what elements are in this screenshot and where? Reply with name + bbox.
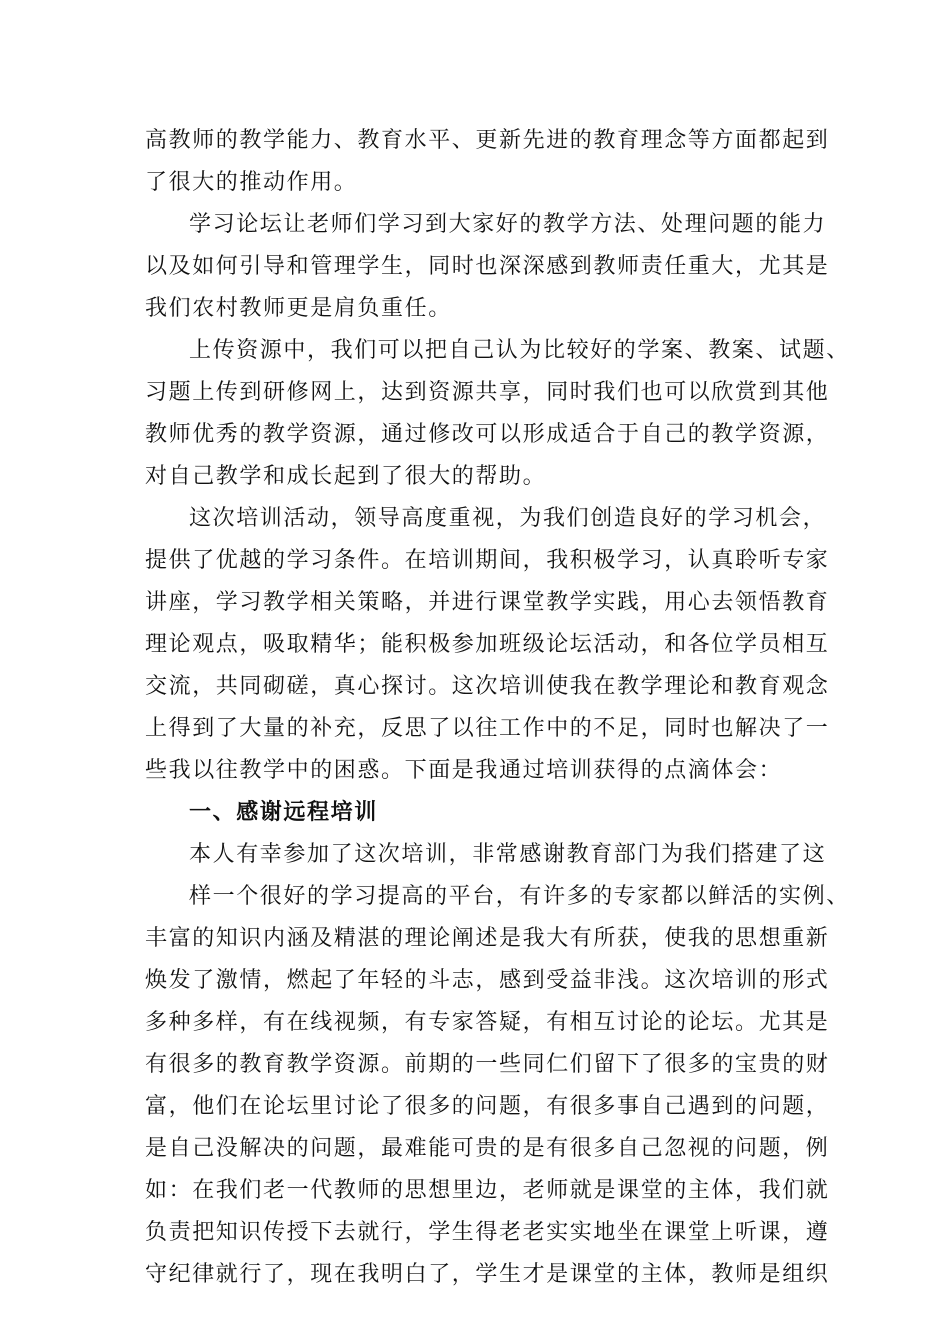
text-line: 对自己教学和成长起到了很大的帮助。 bbox=[145, 464, 547, 489]
text-line: 讲座，学习教学相关策略，并进行课堂教学实践，用心去领悟教育 bbox=[145, 590, 830, 615]
text-line: 教师优秀的教学资源，通过修改可以形成适合于自己的教学资源， bbox=[145, 422, 830, 447]
paragraph-start: 这次培训活动，领导高度重视，为我们创造良好的学习机会， bbox=[189, 506, 827, 531]
text-line: 提供了优越的学习条件。在培训期间，我积极学习，认真聆听专家 bbox=[145, 548, 830, 573]
text-line: 富，他们在论坛里讨论了很多的问题，有很多事自己遇到的问题， bbox=[145, 1094, 830, 1119]
text-line: 习题上传到研修网上，达到资源共享，同时我们也可以欣赏到其他 bbox=[145, 380, 830, 405]
text-line: 了很大的推动作用。 bbox=[145, 170, 358, 195]
text-line: 有很多的教育教学资源。前期的一些同仁们留下了很多的宝贵的财 bbox=[145, 1052, 830, 1077]
text-line: 守纪律就行了，现在我明白了，学生才是课堂的主体，教师是组织 bbox=[145, 1262, 830, 1287]
paragraph-start: 学习论坛让老师们学习到大家好的教学方法、处理问题的能力 bbox=[189, 212, 827, 237]
paragraph-start: 本人有幸参加了这次培训，非常感谢教育部门为我们搭建了这 bbox=[189, 842, 827, 867]
text-line: 我们农村教师更是肩负重任。 bbox=[145, 296, 452, 321]
text-line: 些我以往教学中的困惑。下面是我通过培训获得的点滴体会： bbox=[145, 758, 783, 783]
text-line: 上得到了大量的补充，反思了以往工作中的不足，同时也解决了一 bbox=[145, 716, 830, 741]
text-line: 交流，共同砌磋，真心探讨。这次培训使我在教学理论和教育观念 bbox=[145, 674, 830, 699]
document-body bbox=[145, 120, 850, 1296]
section-heading: 一、感谢远程培训 bbox=[189, 800, 378, 825]
text-line: 焕发了激情，燃起了年轻的斗志，感到受益非浅。这次培训的形式 bbox=[145, 968, 830, 993]
text-line: 多种多样，有在线视频，有专家答疑，有相互讨论的论坛。尤其是 bbox=[145, 1010, 830, 1035]
text-line: 负责把知识传授下去就行，学生得老老实实地坐在课堂上听课，遵 bbox=[145, 1220, 830, 1245]
text-line: 以及如何引导和管理学生，同时也深深感到教师责任重大，尤其是 bbox=[145, 254, 830, 279]
text-line: 是自己没解决的问题，最难能可贵的是有很多自己忽视的问题，例 bbox=[145, 1136, 830, 1161]
paragraph-start: 上传资源中，我们可以把自己认为比较好的学案、教案、试题、 bbox=[189, 338, 850, 363]
text-line: 如：在我们老一代教师的思想里边，老师就是课堂的主体，我们就 bbox=[145, 1178, 830, 1203]
text-line: 样一个很好的学习提高的平台，有许多的专家都以鲜活的实例、 bbox=[189, 884, 850, 909]
text-line: 高教师的教学能力、教育水平、更新先进的教育理念等方面都起到 bbox=[145, 128, 830, 153]
text-line: 丰富的知识内涵及精湛的理论阐述是我大有所获，使我的思想重新 bbox=[145, 926, 830, 951]
text-line: 理论观点，吸取精华；能积极参加班级论坛活动，和各位学员相互 bbox=[145, 632, 830, 657]
